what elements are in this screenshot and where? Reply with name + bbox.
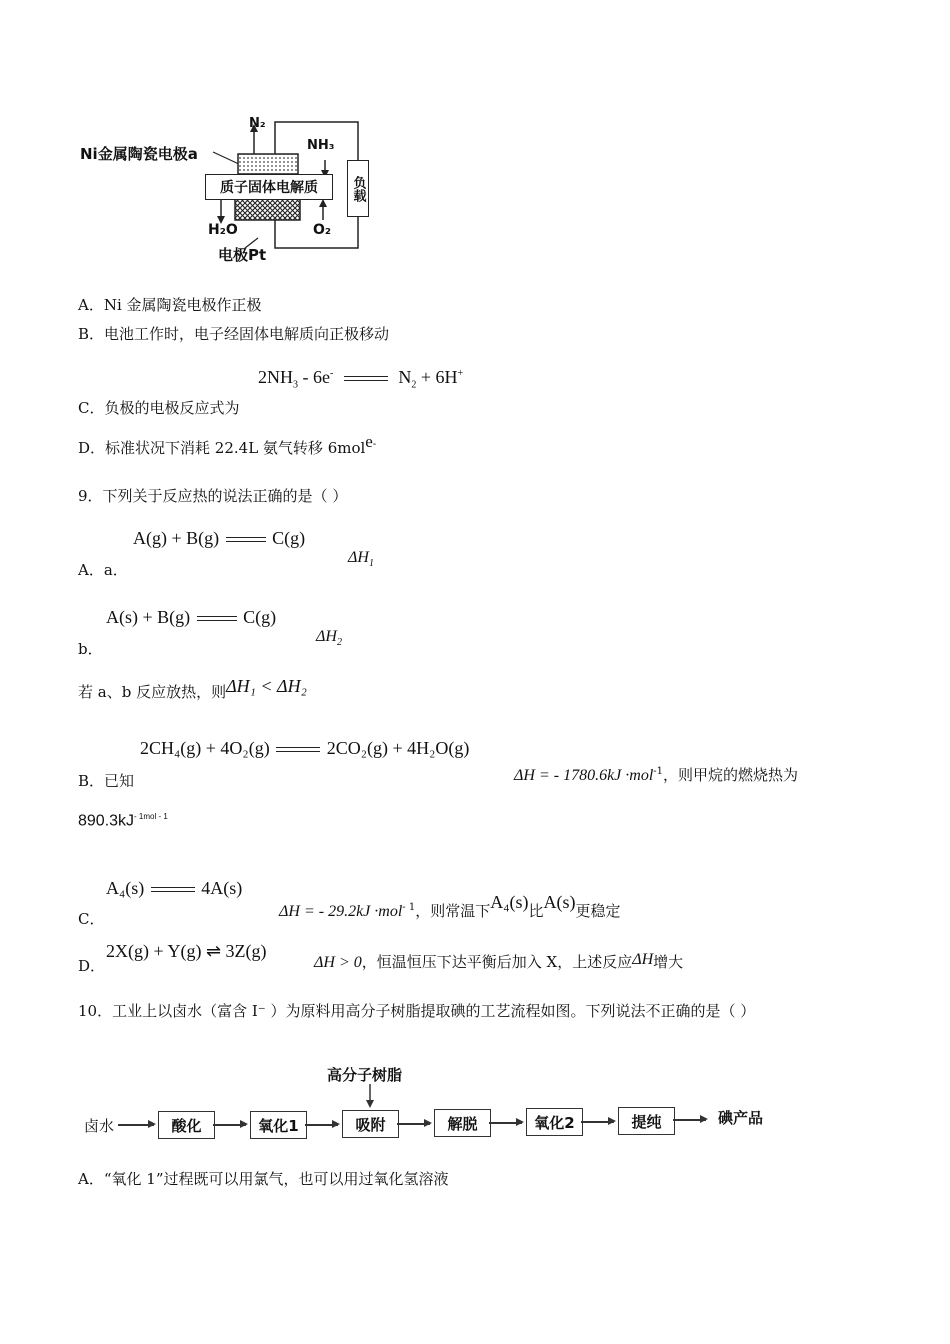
equal-sign (151, 887, 195, 892)
q9-methane-equation (140, 738, 469, 759)
equal-sign (226, 537, 266, 542)
eq-part: ΔH (348, 549, 369, 566)
eq-sup: - 1 (402, 902, 416, 913)
eq-part: 2CH₄(g) + 4O₂(g) (140, 738, 270, 758)
q9-condition-text: 若 a、b 反应放热，则 (78, 683, 227, 701)
q9c-equation (106, 878, 242, 899)
q9-option-c-tail: ，则常温下 (415, 902, 491, 920)
electrolyte-box (205, 174, 333, 200)
q9-option-c-compare: 比 (528, 902, 544, 920)
resin-arrow (362, 1084, 378, 1110)
eq-part: C(g) (243, 607, 277, 627)
equal-sign (197, 616, 237, 621)
eq-part: A₄(s) (490, 892, 529, 912)
eq-part: ΔH (632, 951, 654, 968)
q9b-equation (106, 607, 276, 628)
eq-sub: 2 (336, 637, 342, 649)
eq-part: 4A(s) (201, 878, 243, 898)
flow-step-purify: 提纯 (618, 1107, 675, 1135)
q8-electrode-equation: $2NH_3 - 6e^-$ $N_2 + 6H^+$ (258, 367, 464, 391)
pt-electrode-label: 电极Pt (218, 246, 267, 264)
q10-option-a: A．“氧化 1”过程既可以用氯气，也可以用过氧化氢溶液 (78, 1170, 449, 1188)
q9-option-b-value (78, 812, 168, 830)
eq-part: ΔH = - 29.2kJ ·mol (279, 903, 403, 920)
q9-option-d-text (314, 951, 683, 972)
eq-part: - 6e (302, 367, 330, 387)
eq-part: 2CO₂(g) + 4H₂O(g) (326, 738, 470, 758)
q9-option-b-delta (514, 764, 798, 785)
flow-step-desorb: 解脱 (434, 1109, 491, 1137)
q9-option-b-label: b． (78, 640, 103, 658)
q9-option-b-prefix: B．已知 (78, 772, 135, 790)
eq-part: C(g) (272, 528, 306, 548)
q9b-delta-h (316, 628, 342, 648)
eq-sup: - 1mol - 1 (134, 812, 168, 821)
q9-option-d-tail: ，恒温恒压下达平衡后加入 X，上述反应 (361, 953, 633, 971)
eq-sup: -1 (653, 766, 664, 777)
flow-arrow (305, 1124, 338, 1126)
q9d-equation: 2X(g) + Y(g) ⇌ 3Z(g) (106, 941, 267, 961)
electrolyte-label: 质子固体电解质 (220, 180, 318, 196)
eq-sub: 1 (368, 558, 374, 570)
eq-part: N (398, 367, 412, 387)
load-label: 负载 (350, 175, 366, 202)
eq-part: ΔH = - 1780.6kJ ·mol (514, 767, 654, 784)
eq-part: 2NH (258, 367, 293, 387)
flow-arrow (397, 1123, 430, 1125)
n2-label: N₂ (249, 116, 266, 131)
q9-option-d-end: 增大 (653, 953, 684, 971)
q8-option-a: A．Ni 金属陶瓷电极作正极 (78, 296, 262, 314)
flow-step-acidify: 酸化 (158, 1111, 215, 1139)
eq-part: A₄(s) (106, 878, 145, 898)
flow-end: 碘产品 (718, 1109, 764, 1127)
eq-part: A(g) + B(g) (133, 528, 220, 548)
eq-part: A(s) (543, 892, 576, 912)
eq-part: ΔH (316, 628, 337, 645)
flow-arrow (581, 1121, 614, 1123)
q10-stem: 10．工业上以卤水（富含 I⁻ ）为原料用高分子树脂提取碘的工艺流程如图。下列说法不正确的是（ ） (78, 1002, 756, 1020)
eq-part: + 6H (420, 367, 458, 387)
flow-step-oxidize1: 氧化1 (250, 1111, 307, 1139)
eq-part: ΔH > 0 (314, 954, 362, 971)
q9a-equation (133, 528, 305, 549)
eq-part: A(s) + B(g) (106, 607, 191, 627)
o2-label: O₂ (313, 222, 332, 238)
q8-option-c: C．负极的电极反应式为 (78, 399, 240, 417)
flow-step-oxidize2: 氧化2 (526, 1108, 583, 1136)
flow-arrow (118, 1124, 154, 1126)
ni-electrode-label: Ni金属陶瓷电极a (80, 145, 198, 163)
q8-option-b: B．电池工作时，电子经固体电解质向正极移动 (78, 325, 390, 343)
flow-arrow (673, 1119, 706, 1121)
flow-arrow (489, 1122, 522, 1124)
nh3-label: NH₃ (307, 138, 335, 153)
q9-option-d-label: D． (78, 957, 106, 975)
equal-sign (344, 376, 388, 381)
electron-charge: - (372, 439, 377, 450)
equal-sign (276, 747, 320, 752)
load-box (347, 160, 369, 217)
q9-option-c-delta (279, 892, 621, 921)
q9-condition-equation: ΔH₁ < ΔH₂ (226, 676, 307, 696)
q9-stem: 9．下列关于反应热的说法正确的是（ ） (78, 487, 348, 505)
q9-option-a-label: A．a． (78, 561, 128, 579)
flow-arrow (213, 1124, 246, 1126)
q9a-delta-h (348, 549, 374, 569)
q9-option-c-label: C． (78, 910, 105, 928)
eq-part: 890.3kJ (78, 812, 135, 830)
flow-step-adsorb: 吸附 (342, 1110, 399, 1138)
resin-label: 高分子树脂 (327, 1066, 403, 1084)
q8-option-d-text: D．标准状况下消耗 22.4L 氨气转移 6mol (78, 439, 366, 457)
q9-option-b-tail: ，则甲烷的燃烧热为 (663, 766, 799, 784)
h2o-label: H₂O (208, 222, 238, 238)
q8-option-d (78, 432, 377, 458)
flow-start: 卤水 (84, 1117, 115, 1135)
q9-option-c-end: 更稳定 (575, 902, 621, 920)
electron-symbol: e (365, 432, 373, 451)
q9-condition (78, 676, 307, 702)
